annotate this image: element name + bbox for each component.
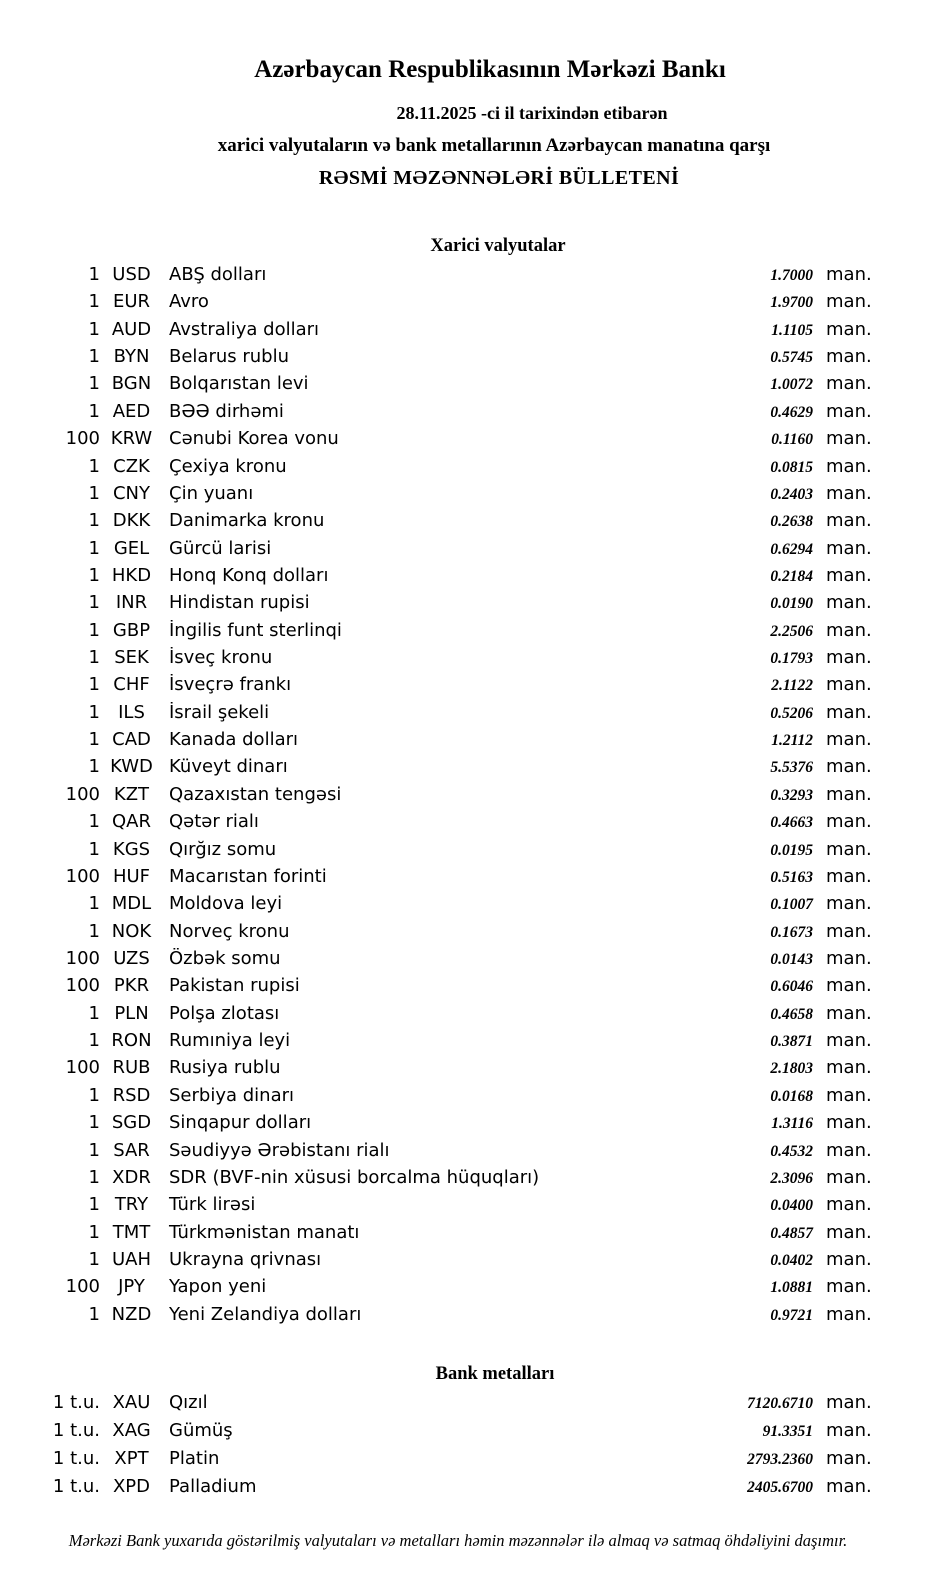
quantity-cell: 1 xyxy=(88,674,100,696)
unit-cell: man. xyxy=(826,865,872,887)
currency-row xyxy=(0,535,952,562)
rate-cell: 0.4629 xyxy=(770,403,813,421)
code-cell: MDL xyxy=(111,893,152,915)
name-cell: Çexiya kronu xyxy=(169,455,287,477)
quantity-cell: 1 xyxy=(88,264,100,285)
rate-cell: 0.4532 xyxy=(770,1142,813,1160)
rate-cell: 1.1105 xyxy=(771,321,813,339)
quantity-cell: 1 xyxy=(88,318,100,340)
currency-row xyxy=(0,453,952,480)
quantity-cell: 1 xyxy=(88,510,100,532)
rate-cell: 1.0072 xyxy=(770,376,813,394)
quantity-cell: 1 xyxy=(88,811,100,833)
unit-cell: man. xyxy=(826,1139,872,1161)
code-cell: JPY xyxy=(118,1276,145,1298)
unit-cell: man. xyxy=(826,947,872,969)
currency-row xyxy=(0,288,952,315)
rate-cell: 1.0881 xyxy=(770,1279,813,1297)
name-cell: Qızıl xyxy=(169,1392,208,1413)
disclaimer-text: Mərkəzi Bank yuxarıda göstərilmiş valyutaları və metalları həmin məzənnələr ilə almaq və satmaq öhdəliyini daşımır. xyxy=(68,1531,848,1550)
unit-cell: man. xyxy=(826,920,872,942)
unit-cell: man. xyxy=(826,893,872,915)
currency-row xyxy=(0,836,952,863)
unit-cell: man. xyxy=(826,1476,872,1497)
code-cell: CNY xyxy=(112,482,151,504)
rate-cell: 0.0815 xyxy=(770,458,813,476)
quantity-cell: 1 t.u. xyxy=(52,1476,100,1497)
rate-cell: 0.0168 xyxy=(770,1087,813,1105)
unit-cell: man. xyxy=(826,264,872,285)
name-cell: Honq Konq dolları xyxy=(169,564,329,586)
unit-cell: man. xyxy=(826,373,872,395)
quantity-cell: 1 xyxy=(88,893,100,915)
unit-cell: man. xyxy=(826,428,872,450)
code-cell: RON xyxy=(111,1030,152,1052)
name-cell: SDR (BVF-nin xüsusi borcalma hüquqları) xyxy=(169,1166,540,1188)
currency-row xyxy=(0,370,952,397)
unit-cell: man. xyxy=(826,346,872,368)
quantity-cell: 1 xyxy=(88,1303,100,1325)
unit-cell: man. xyxy=(826,592,872,614)
code-cell: USD xyxy=(112,264,151,285)
code-cell: INR xyxy=(115,592,148,614)
subject-line: xarici valyutaların və bank metallarının Azərbaycan manatına qarşı xyxy=(217,135,771,156)
name-cell: Pakistan rupisi xyxy=(169,975,300,997)
quantity-cell: 1 xyxy=(88,756,100,778)
name-cell: Hindistan rupisi xyxy=(169,592,310,614)
currency-row xyxy=(0,1137,952,1164)
quantity-cell: 1 xyxy=(88,346,100,368)
code-cell: RSD xyxy=(112,1084,151,1106)
unit-cell: man. xyxy=(826,1084,872,1106)
currency-row xyxy=(0,589,952,616)
rate-cell: 0.0195 xyxy=(770,841,813,859)
currency-row xyxy=(0,726,952,753)
rate-cell: 2405.6700 xyxy=(747,1479,813,1496)
unit-cell: man. xyxy=(826,1194,872,1216)
currency-row xyxy=(0,671,952,698)
code-cell: XPD xyxy=(112,1476,151,1497)
code-cell: PKR xyxy=(113,975,150,997)
currency-row xyxy=(0,945,952,972)
name-cell: Macarıstan forinti xyxy=(169,865,327,887)
currency-row xyxy=(0,1027,952,1054)
code-cell: BYN xyxy=(113,346,150,368)
unit-cell: man. xyxy=(826,838,872,860)
code-cell: GBP xyxy=(112,619,151,641)
metal-row xyxy=(0,1473,952,1501)
name-cell: Avstraliya dolları xyxy=(169,318,320,340)
currency-row xyxy=(0,753,952,780)
name-cell: Səudiyyə Ərəbistanı rialı xyxy=(169,1139,390,1161)
currency-row xyxy=(0,1191,952,1218)
unit-cell: man. xyxy=(826,400,872,422)
currency-row xyxy=(0,890,952,917)
code-cell: KWD xyxy=(110,756,153,778)
rate-cell: 0.2403 xyxy=(770,485,813,503)
code-cell: KRW xyxy=(110,428,153,450)
rate-cell: 0.3871 xyxy=(770,1033,813,1051)
name-cell: BƏƏ dirhəmi xyxy=(169,400,284,422)
metal-row xyxy=(0,1417,952,1445)
code-cell: TMT xyxy=(112,1221,151,1243)
code-cell: ILS xyxy=(118,701,145,723)
code-cell: KZT xyxy=(113,783,150,805)
code-cell: PLN xyxy=(114,1002,149,1024)
currency-row xyxy=(0,1246,952,1273)
rate-cell: 2.1122 xyxy=(771,677,813,695)
unit-cell: man. xyxy=(826,811,872,833)
currency-row xyxy=(0,1219,952,1246)
code-cell: XDR xyxy=(112,1166,151,1188)
code-cell: HUF xyxy=(112,865,151,887)
rate-cell: 0.6046 xyxy=(770,978,813,996)
rate-cell: 2.3096 xyxy=(770,1169,813,1187)
currency-row xyxy=(0,863,952,890)
unit-cell: man. xyxy=(826,975,872,997)
currency-row xyxy=(0,562,952,589)
rate-cell: 0.3293 xyxy=(770,786,813,804)
code-cell: BGN xyxy=(111,373,152,395)
quantity-cell: 1 xyxy=(88,1248,100,1270)
rate-cell: 0.1160 xyxy=(771,431,813,449)
rate-cell: 0.5206 xyxy=(770,704,813,722)
currency-row xyxy=(0,781,952,808)
code-cell: RUB xyxy=(112,1057,151,1079)
rate-cell: 91.3351 xyxy=(762,1423,813,1440)
name-cell: Palladium xyxy=(169,1476,257,1497)
currencies-section-title: Xarici valyutalar xyxy=(430,236,566,256)
name-cell: İsveç kronu xyxy=(169,647,273,669)
unit-cell: man. xyxy=(826,318,872,340)
unit-cell: man. xyxy=(826,1248,872,1270)
rate-cell: 0.0190 xyxy=(770,595,813,613)
code-cell: QAR xyxy=(112,811,151,833)
rate-cell: 1.7000 xyxy=(770,267,813,284)
code-cell: EUR xyxy=(112,291,151,313)
code-cell: DKK xyxy=(112,510,151,532)
unit-cell: man. xyxy=(826,1002,872,1024)
unit-cell: man. xyxy=(826,1221,872,1243)
unit-cell: man. xyxy=(826,1392,872,1413)
unit-cell: man. xyxy=(826,510,872,532)
name-cell: İsveçrə frankı xyxy=(169,674,292,696)
unit-cell: man. xyxy=(826,1420,872,1441)
quantity-cell: 100 xyxy=(65,783,100,805)
rate-cell: 0.4658 xyxy=(770,1005,813,1023)
code-cell: XAU xyxy=(112,1392,151,1413)
rate-cell: 0.4663 xyxy=(770,814,813,832)
unit-cell: man. xyxy=(826,783,872,805)
unit-cell: man. xyxy=(826,619,872,641)
quantity-cell: 1 xyxy=(88,564,100,586)
metal-row xyxy=(0,1445,952,1473)
quantity-cell: 100 xyxy=(65,428,100,450)
code-cell: XPT xyxy=(114,1448,149,1469)
name-cell: Gümüş xyxy=(169,1420,233,1441)
quantity-cell: 1 xyxy=(88,537,100,559)
unit-cell: man. xyxy=(826,756,872,778)
quantity-cell: 1 t.u. xyxy=(52,1448,100,1469)
name-cell: Yeni Zelandiya dolları xyxy=(169,1303,362,1325)
name-cell: Bolqarıstan levi xyxy=(169,373,309,395)
name-cell: Rumıniya leyi xyxy=(169,1030,291,1052)
quantity-cell: 1 xyxy=(88,647,100,669)
currency-row xyxy=(0,1301,952,1328)
name-cell: Qazaxıstan tengəsi xyxy=(169,783,342,805)
currency-row xyxy=(0,1082,952,1109)
rate-cell: 2.2506 xyxy=(770,622,813,640)
name-cell: Danimarka kronu xyxy=(169,510,325,532)
code-cell: GEL xyxy=(113,537,150,559)
quantity-cell: 1 xyxy=(88,592,100,614)
name-cell: Sinqapur dolları xyxy=(169,1112,312,1134)
name-cell: Çin yuanı xyxy=(169,482,254,504)
code-cell: SGD xyxy=(111,1112,152,1134)
code-cell: CAD xyxy=(112,729,151,751)
name-cell: İsrail şekeli xyxy=(169,701,270,723)
currency-row xyxy=(0,343,952,370)
code-cell: SAR xyxy=(113,1139,150,1161)
currency-row xyxy=(0,1000,952,1027)
quantity-cell: 1 xyxy=(88,482,100,504)
currency-row xyxy=(0,808,952,835)
rate-cell: 0.0400 xyxy=(770,1197,813,1215)
currencies-table xyxy=(0,261,952,1328)
unit-cell: man. xyxy=(826,537,872,559)
rate-cell: 0.0402 xyxy=(770,1251,813,1269)
name-cell: Kanada dolları xyxy=(169,729,299,751)
unit-cell: man. xyxy=(826,455,872,477)
currency-row xyxy=(0,1164,952,1191)
quantity-cell: 1 xyxy=(88,1166,100,1188)
rate-cell: 0.2638 xyxy=(770,513,813,531)
rate-cell: 2793.2360 xyxy=(747,1451,813,1468)
name-cell: Türkmənistan manatı xyxy=(169,1221,360,1243)
currency-row xyxy=(0,699,952,726)
rate-cell: 1.3116 xyxy=(771,1115,813,1133)
name-cell: Avro xyxy=(169,291,209,313)
quantity-cell: 1 xyxy=(88,1139,100,1161)
currency-row xyxy=(0,1054,952,1081)
rate-cell: 5.5376 xyxy=(770,759,813,777)
name-cell: Belarus rublu xyxy=(169,346,290,368)
quantity-cell: 100 xyxy=(65,1057,100,1079)
currency-row xyxy=(0,972,952,999)
currency-row xyxy=(0,644,952,671)
code-cell: CHF xyxy=(113,674,150,696)
quantity-cell: 1 xyxy=(88,729,100,751)
currency-row xyxy=(0,1273,952,1300)
code-cell: CZK xyxy=(113,455,150,477)
quantity-cell: 1 xyxy=(88,701,100,723)
metal-row xyxy=(0,1389,952,1417)
bulletin-title: RƏSMİ MƏZƏNNƏLƏRİ BÜLLETENİ xyxy=(318,167,680,189)
quantity-cell: 100 xyxy=(65,975,100,997)
code-cell: UZS xyxy=(113,947,150,969)
currency-row xyxy=(0,918,952,945)
code-cell: XAG xyxy=(112,1420,151,1441)
code-cell: UAH xyxy=(111,1248,152,1270)
unit-cell: man. xyxy=(826,1112,872,1134)
rate-cell: 0.1673 xyxy=(770,923,813,941)
quantity-cell: 1 xyxy=(88,838,100,860)
code-cell: SEK xyxy=(114,647,149,669)
rate-cell: 0.2184 xyxy=(770,567,813,585)
unit-cell: man. xyxy=(826,647,872,669)
unit-cell: man. xyxy=(826,701,872,723)
name-cell: İngilis funt sterlinqi xyxy=(169,619,342,641)
unit-cell: man. xyxy=(826,482,872,504)
quantity-cell: 100 xyxy=(65,947,100,969)
name-cell: Moldova leyi xyxy=(169,893,283,915)
currency-row xyxy=(0,425,952,452)
rate-cell: 0.1793 xyxy=(770,650,813,668)
code-cell: AUD xyxy=(111,318,152,340)
quantity-cell: 1 xyxy=(88,1112,100,1134)
code-cell: TRY xyxy=(114,1194,149,1216)
code-cell: KGS xyxy=(112,838,151,860)
unit-cell: man. xyxy=(826,1448,872,1469)
rate-cell: 0.6294 xyxy=(770,540,813,558)
name-cell: Platin xyxy=(169,1448,220,1469)
rate-cell: 7120.6710 xyxy=(747,1395,813,1412)
rate-cell: 1.2112 xyxy=(771,732,813,750)
name-cell: Küveyt dinarı xyxy=(169,756,288,778)
unit-cell: man. xyxy=(826,674,872,696)
quantity-cell: 1 t.u. xyxy=(52,1420,100,1441)
quantity-cell: 1 xyxy=(88,455,100,477)
quantity-cell: 1 xyxy=(88,1194,100,1216)
quantity-cell: 1 xyxy=(88,920,100,942)
unit-cell: man. xyxy=(826,291,872,313)
code-cell: HKD xyxy=(111,564,152,586)
quantity-cell: 1 xyxy=(88,1002,100,1024)
name-cell: Polşa zlotası xyxy=(169,1002,280,1024)
unit-cell: man. xyxy=(826,1030,872,1052)
unit-cell: man. xyxy=(826,564,872,586)
name-cell: Gürcü larisi xyxy=(169,537,272,559)
metals-table xyxy=(0,1389,952,1501)
code-cell: NOK xyxy=(111,920,152,942)
name-cell: ABŞ dolları xyxy=(169,264,267,285)
name-cell: Türk lirəsi xyxy=(169,1194,256,1216)
code-cell: AED xyxy=(112,400,151,422)
quantity-cell: 1 xyxy=(88,373,100,395)
quantity-cell: 1 xyxy=(88,619,100,641)
name-cell: Rusiya rublu xyxy=(169,1057,281,1079)
currency-row xyxy=(0,507,952,534)
quantity-cell: 100 xyxy=(65,1276,100,1298)
name-cell: Yapon yeni xyxy=(169,1276,267,1298)
rate-cell: 0.1007 xyxy=(770,896,813,914)
quantity-cell: 100 xyxy=(65,865,100,887)
unit-cell: man. xyxy=(826,1303,872,1325)
rate-cell: 0.9721 xyxy=(770,1306,813,1324)
currency-row xyxy=(0,261,952,288)
unit-cell: man. xyxy=(826,1166,872,1188)
name-cell: Qırğız somu xyxy=(169,838,277,860)
rate-cell: 1.9700 xyxy=(770,294,813,312)
quantity-cell: 1 xyxy=(88,1221,100,1243)
name-cell: Norveç kronu xyxy=(169,920,290,942)
page-title: Azərbaycan Respublikasının Mərkəzi Bankı xyxy=(254,56,726,83)
quantity-cell: 1 xyxy=(88,1084,100,1106)
quantity-cell: 1 t.u. xyxy=(52,1392,100,1413)
rate-cell: 0.5745 xyxy=(770,349,813,367)
unit-cell: man. xyxy=(826,1057,872,1079)
name-cell: Qətər rialı xyxy=(169,811,259,833)
currency-row xyxy=(0,1109,952,1136)
name-cell: Cənubi Korea vonu xyxy=(169,428,339,450)
currency-row xyxy=(0,617,952,644)
rate-cell: 0.5163 xyxy=(770,868,813,886)
rate-cell: 2.1803 xyxy=(770,1060,813,1078)
name-cell: Ukrayna qrivnası xyxy=(169,1248,322,1270)
name-cell: Serbiya dinarı xyxy=(169,1084,294,1106)
quantity-cell: 1 xyxy=(88,400,100,422)
currency-row xyxy=(0,480,952,507)
currency-row xyxy=(0,316,952,343)
rate-cell: 0.0143 xyxy=(770,950,813,968)
unit-cell: man. xyxy=(826,1276,872,1298)
quantity-cell: 1 xyxy=(88,291,100,313)
metals-section-title: Bank metalları xyxy=(435,1364,555,1384)
effective-date-line: 28.11.2025 -ci il tarixindən etibarən xyxy=(396,103,668,123)
name-cell: Özbək somu xyxy=(169,947,281,969)
quantity-cell: 1 xyxy=(88,1030,100,1052)
currency-row xyxy=(0,398,952,425)
unit-cell: man. xyxy=(826,729,872,751)
rate-cell: 0.4857 xyxy=(770,1224,813,1242)
code-cell: NZD xyxy=(111,1303,152,1325)
